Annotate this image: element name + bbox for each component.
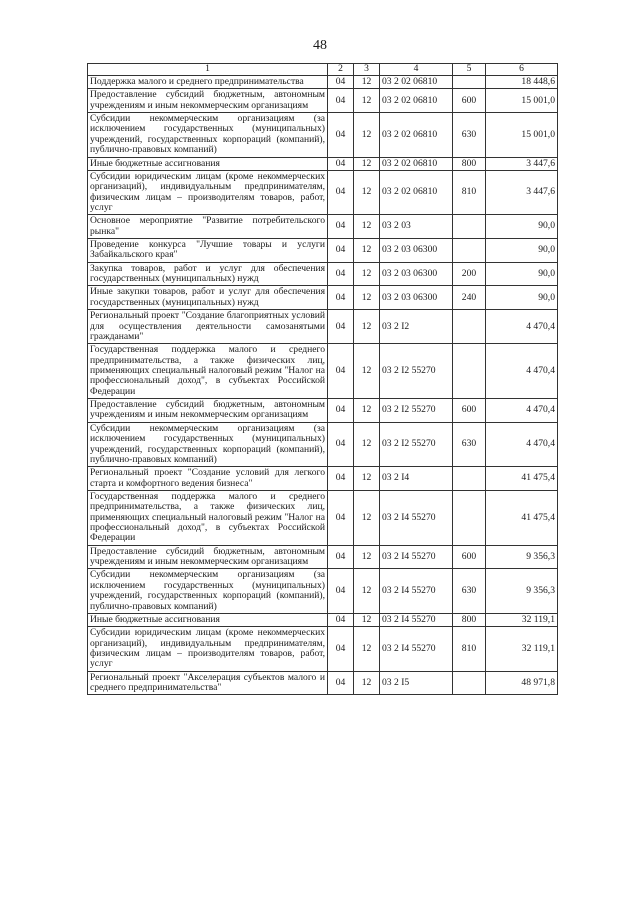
row-expense-type-cell: 200 [453, 262, 486, 286]
row-amount-cell: 90,0 [486, 239, 558, 263]
row-name-cell: Предоставление субсидий бюджетным, автономным учреждениям и иным некоммерческим организациям [88, 399, 328, 423]
row-expense-type-cell [453, 310, 486, 344]
row-expense-type-cell [453, 490, 486, 545]
row-amount-cell: 32 119,1 [486, 627, 558, 671]
row-expense-type-cell [453, 239, 486, 263]
row-section-cell: 04 [328, 399, 354, 423]
row-target-article-cell: 03 2 02 06810 [380, 170, 453, 214]
row-section-cell: 04 [328, 89, 354, 113]
row-target-article-cell: 03 2 I4 55270 [380, 613, 453, 626]
row-name-cell: Субсидии юридическим лицам (кроме некоммерческих организаций), индивидуальным предпринимателям, физическим лицам – производителям товаров, работ, услуг [88, 170, 328, 214]
row-subsection-cell: 12 [354, 344, 380, 399]
row-amount-cell: 90,0 [486, 215, 558, 239]
row-target-article-cell: 03 2 02 06810 [380, 113, 453, 157]
row-name-cell: Субсидии некоммерческим организациям (за исключением государственных (муниципальных) учреждений, государственных корпораций (компаний), публично-правовых компаний) [88, 113, 328, 157]
row-expense-type-cell: 800 [453, 157, 486, 170]
row-expense-type-cell [453, 467, 486, 491]
row-amount-cell: 4 470,4 [486, 399, 558, 423]
row-target-article-cell: 03 2 I2 55270 [380, 399, 453, 423]
row-section-cell: 04 [328, 310, 354, 344]
row-amount-cell: 9 356,3 [486, 569, 558, 613]
row-amount-cell: 3 447,6 [486, 170, 558, 214]
table-row [88, 215, 558, 239]
table-body [88, 76, 558, 695]
row-name-cell: Иные бюджетные ассигнования [88, 157, 328, 170]
table-row [88, 422, 558, 466]
table-row [88, 344, 558, 399]
row-subsection-cell: 12 [354, 467, 380, 491]
table-row [88, 76, 558, 89]
row-target-article-cell: 03 2 03 06300 [380, 262, 453, 286]
row-expense-type-cell: 600 [453, 545, 486, 569]
row-name-cell: Государственная поддержка малого и среднего предпринимательства, а также физических лиц, применяющих специальный налоговый режим "Налог на профессиональный доход", в субъектах Российской Федерации [88, 344, 328, 399]
table-row [88, 613, 558, 626]
row-section-cell: 04 [328, 262, 354, 286]
table-row [88, 310, 558, 344]
row-name-cell: Субсидии юридическим лицам (кроме некоммерческих организаций), индивидуальным предпринимателям, физическим лицам – производителям товаров, работ, услуг [88, 627, 328, 671]
table-row [88, 113, 558, 157]
row-name-cell: Субсидии некоммерческим организациям (за исключением государственных (муниципальных) учреждений, государственных корпораций (компаний), публично-правовых компаний) [88, 569, 328, 613]
row-name-cell: Иные бюджетные ассигнования [88, 613, 328, 626]
row-subsection-cell: 12 [354, 422, 380, 466]
row-section-cell: 04 [328, 170, 354, 214]
header-col-4: 4 [380, 64, 453, 76]
row-amount-cell: 4 470,4 [486, 344, 558, 399]
row-section-cell: 04 [328, 76, 354, 89]
row-subsection-cell: 12 [354, 215, 380, 239]
row-expense-type-cell [453, 671, 486, 695]
row-target-article-cell: 03 2 02 06810 [380, 157, 453, 170]
page-number: 48 [313, 38, 327, 53]
row-expense-type-cell: 800 [453, 613, 486, 626]
row-subsection-cell: 12 [354, 76, 380, 89]
table-row [88, 399, 558, 423]
row-subsection-cell: 12 [354, 671, 380, 695]
row-target-article-cell: 03 2 I4 [380, 467, 453, 491]
row-subsection-cell: 12 [354, 627, 380, 671]
row-name-cell: Государственная поддержка малого и среднего предпринимательства, а также физических лиц, применяющих специальный налоговый режим "Налог на профессиональный доход", в субъектах Российской Федерации [88, 490, 328, 545]
row-section-cell: 04 [328, 215, 354, 239]
row-amount-cell: 41 475,4 [486, 490, 558, 545]
row-name-cell: Предоставление субсидий бюджетным, автономным учреждениям и иным некоммерческим организациям [88, 545, 328, 569]
header-col-1: 1 [88, 64, 328, 76]
row-subsection-cell: 12 [354, 239, 380, 263]
table-row [88, 627, 558, 671]
row-amount-cell: 41 475,4 [486, 467, 558, 491]
row-subsection-cell: 12 [354, 286, 380, 310]
row-section-cell: 04 [328, 344, 354, 399]
row-name-cell: Закупка товаров, работ и услуг для обеспечения государственных (муниципальных) нужд [88, 262, 328, 286]
row-target-article-cell: 03 2 I2 [380, 310, 453, 344]
row-amount-cell: 15 001,0 [486, 113, 558, 157]
row-section-cell: 04 [328, 569, 354, 613]
row-amount-cell: 9 356,3 [486, 545, 558, 569]
header-col-6: 6 [486, 64, 558, 76]
table-row [88, 286, 558, 310]
row-target-article-cell: 03 2 I2 55270 [380, 344, 453, 399]
row-section-cell: 04 [328, 545, 354, 569]
row-section-cell: 04 [328, 286, 354, 310]
row-expense-type-cell [453, 76, 486, 89]
row-target-article-cell: 03 2 03 [380, 215, 453, 239]
row-amount-cell: 90,0 [486, 262, 558, 286]
row-expense-type-cell: 630 [453, 113, 486, 157]
row-amount-cell: 32 119,1 [486, 613, 558, 626]
row-section-cell: 04 [328, 467, 354, 491]
row-name-cell: Региональный проект "Создание благоприятных условий для осуществления деятельности самозанятыми гражданами" [88, 310, 328, 344]
row-target-article-cell: 03 2 I4 55270 [380, 569, 453, 613]
row-expense-type-cell: 240 [453, 286, 486, 310]
row-subsection-cell: 12 [354, 170, 380, 214]
table-row [88, 569, 558, 613]
row-name-cell: Региональный проект "Создание условий для легкого старта и комфортного ведения бизнеса" [88, 467, 328, 491]
row-section-cell: 04 [328, 490, 354, 545]
row-expense-type-cell [453, 215, 486, 239]
row-target-article-cell: 03 2 I2 55270 [380, 422, 453, 466]
row-subsection-cell: 12 [354, 157, 380, 170]
row-name-cell: Основное мероприятие "Развитие потребительского рынка" [88, 215, 328, 239]
row-section-cell: 04 [328, 613, 354, 626]
row-section-cell: 04 [328, 113, 354, 157]
row-expense-type-cell: 600 [453, 399, 486, 423]
row-subsection-cell: 12 [354, 262, 380, 286]
row-amount-cell: 4 470,4 [486, 310, 558, 344]
header-col-3: 3 [354, 64, 380, 76]
table-row [88, 262, 558, 286]
row-subsection-cell: 12 [354, 399, 380, 423]
row-name-cell: Поддержка малого и среднего предпринимательства [88, 76, 328, 89]
row-section-cell: 04 [328, 239, 354, 263]
row-target-article-cell: 03 2 I4 55270 [380, 490, 453, 545]
row-expense-type-cell: 810 [453, 627, 486, 671]
row-expense-type-cell: 630 [453, 422, 486, 466]
row-amount-cell: 48 971,8 [486, 671, 558, 695]
table-row [88, 170, 558, 214]
table-row [88, 545, 558, 569]
row-amount-cell: 90,0 [486, 286, 558, 310]
row-target-article-cell: 03 2 02 06810 [380, 89, 453, 113]
row-subsection-cell: 12 [354, 613, 380, 626]
row-name-cell: Проведение конкурса "Лучшие товары и услуги Забайкальского края" [88, 239, 328, 263]
row-amount-cell: 3 447,6 [486, 157, 558, 170]
row-target-article-cell: 03 2 I5 [380, 671, 453, 695]
row-subsection-cell: 12 [354, 89, 380, 113]
row-name-cell: Иные закупки товаров, работ и услуг для обеспечения государственных (муниципальных) нужд [88, 286, 328, 310]
table-row [88, 239, 558, 263]
row-target-article-cell: 03 2 I4 55270 [380, 545, 453, 569]
table-row [88, 467, 558, 491]
row-expense-type-cell: 600 [453, 89, 486, 113]
row-subsection-cell: 12 [354, 569, 380, 613]
table-row [88, 89, 558, 113]
row-section-cell: 04 [328, 157, 354, 170]
table-header-row [88, 64, 558, 76]
row-name-cell: Субсидии некоммерческим организациям (за исключением государственных (муниципальных) учреждений, государственных корпораций (компаний), публично-правовых компаний) [88, 422, 328, 466]
row-target-article-cell: 03 2 03 06300 [380, 239, 453, 263]
row-name-cell: Предоставление субсидий бюджетным, автономным учреждениям и иным некоммерческим организациям [88, 89, 328, 113]
table-row [88, 671, 558, 695]
row-section-cell: 04 [328, 627, 354, 671]
budget-table [87, 63, 558, 695]
row-section-cell: 04 [328, 671, 354, 695]
header-col-5: 5 [453, 64, 486, 76]
header-col-2: 2 [328, 64, 354, 76]
row-expense-type-cell [453, 344, 486, 399]
row-expense-type-cell: 630 [453, 569, 486, 613]
row-subsection-cell: 12 [354, 545, 380, 569]
row-target-article-cell: 03 2 03 06300 [380, 286, 453, 310]
row-section-cell: 04 [328, 422, 354, 466]
row-amount-cell: 15 001,0 [486, 89, 558, 113]
row-expense-type-cell: 810 [453, 170, 486, 214]
row-target-article-cell: 03 2 I4 55270 [380, 627, 453, 671]
row-subsection-cell: 12 [354, 310, 380, 344]
row-name-cell: Региональный проект "Акселерация субъектов малого и среднего предпринимательства" [88, 671, 328, 695]
row-subsection-cell: 12 [354, 490, 380, 545]
row-amount-cell: 4 470,4 [486, 422, 558, 466]
table-row [88, 490, 558, 545]
row-amount-cell: 18 448,6 [486, 76, 558, 89]
row-target-article-cell: 03 2 02 06810 [380, 76, 453, 89]
row-subsection-cell: 12 [354, 113, 380, 157]
table-row [88, 157, 558, 170]
